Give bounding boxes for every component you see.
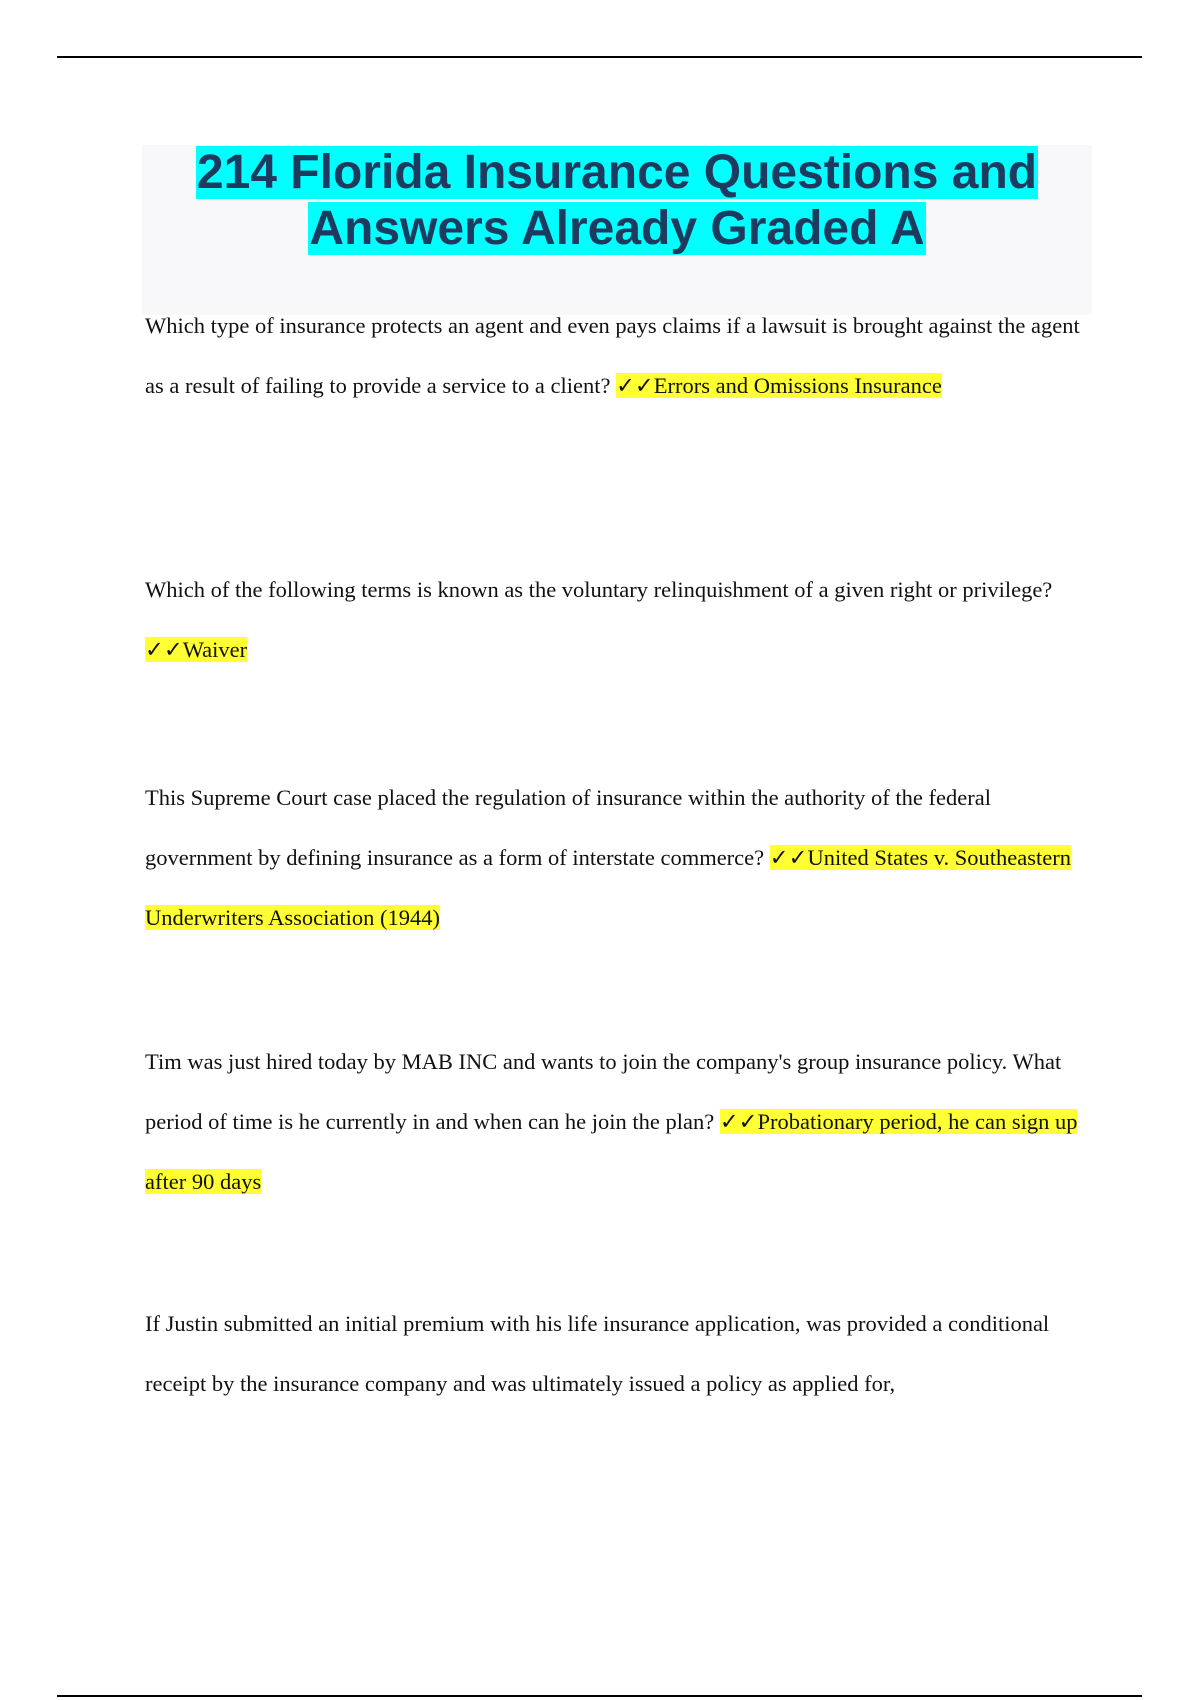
bottom-rule	[57, 1695, 1142, 1697]
question-text: Which type of insurance protects an agent and even pays claims if a lawsuit is brought against the agent as a result of failing to provide a service to a client?	[145, 313, 1080, 398]
question-text: This Supreme Court case placed the regulation of insurance within the authority of the federal government by defining insurance as a form of interstate commerce?	[145, 785, 991, 870]
page-title-line-2: Answers Already Graded A	[309, 202, 925, 255]
answer-text: ✓✓Probationary period, he can sign up after 90 days	[145, 1109, 1078, 1194]
qa-item	[145, 296, 1090, 416]
question-text: If Justin submitted an initial premium with his life insurance application, was provided a conditional receipt by the insurance company and was ultimately issued a policy as applied for,	[145, 1311, 1050, 1396]
page-title-line-1: 214 Florida Insurance Questions and	[196, 146, 1038, 199]
question-text: Tim was just hired today by MAB INC and wants to join the company's group insurance policy. What period of time is he currently in and when can he join the plan?	[145, 1049, 1062, 1134]
top-rule	[57, 56, 1142, 58]
answer-text: ✓✓United States v. Southeastern Underwriters Association (1944)	[145, 845, 1071, 930]
qa-item	[145, 560, 1090, 680]
title-block	[142, 145, 1092, 315]
qa-item	[145, 768, 1090, 948]
question-text: Which of the following terms is known as the voluntary relinquishment of a given right or privilege?	[145, 577, 1053, 602]
answer-text: ✓✓Waiver	[145, 637, 248, 662]
qa-item	[145, 1032, 1090, 1212]
answer-text: ✓✓Errors and Omissions Insurance	[616, 373, 942, 398]
qa-item	[145, 1294, 1090, 1414]
